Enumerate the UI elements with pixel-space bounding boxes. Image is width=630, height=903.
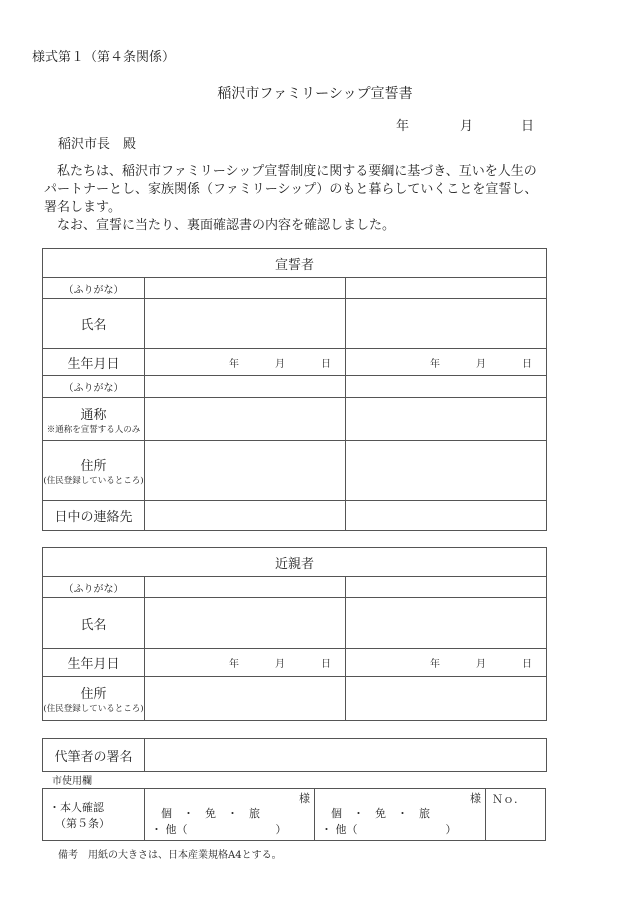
tsusho-furigana-input-2[interactable]: [346, 376, 547, 398]
rel-furigana-input-1[interactable]: [145, 577, 346, 598]
name-label: 氏名: [43, 598, 145, 649]
date-day: 日: [521, 119, 535, 134]
name-input-2[interactable]: [346, 299, 547, 349]
name-label: 氏名: [43, 299, 145, 349]
birth-label: 生年月日: [43, 349, 145, 376]
rel-name-input-1[interactable]: [145, 598, 346, 649]
relatives-table: [42, 547, 547, 721]
addressee: 稲沢市長 殿: [58, 137, 137, 152]
proxy-signature-table: [42, 738, 547, 772]
body-line: 私たちは、稲沢市ファミリーシップ宣誓制度に関する要綱に基づき、互いを人生の: [44, 164, 537, 179]
city-use-label: 市使用欄: [52, 776, 92, 787]
birth-label: 生年月日: [43, 649, 145, 677]
rel-furigana-input-2[interactable]: [346, 577, 547, 598]
rel-birth-input-1[interactable]: 年 月 日: [145, 649, 346, 677]
rel-birth-input-2[interactable]: 年 月 日: [346, 649, 547, 677]
rel-name-input-2[interactable]: [346, 598, 547, 649]
page-title: 稲沢市ファミリーシップ宣誓書: [217, 86, 413, 102]
id-check-label: ・本人確認 （第５条）: [43, 789, 145, 841]
declaration-text: [44, 163, 537, 235]
furigana-label: （ふりがな）: [43, 577, 145, 598]
address-label: 住所 (住民登録しているところ): [43, 677, 145, 721]
proxy-signature-input[interactable]: [145, 739, 547, 772]
body-line: パートナーとし、家族関係（ファミリーシップ）のもと暮らしていくことを宣誓し、: [44, 182, 538, 197]
contact-label: 日中の連絡先: [43, 501, 145, 531]
note: 備考 用紙の大きさは、日本産業規格A4とする。: [58, 850, 282, 861]
furigana-input-1[interactable]: [145, 278, 346, 299]
date-year: 年: [396, 119, 410, 134]
birth-input-2[interactable]: 年 月 日: [346, 349, 547, 376]
contact-input-1[interactable]: [145, 501, 346, 531]
city-use-table: [42, 788, 546, 841]
date-month: 月: [460, 119, 474, 134]
furigana-label: （ふりがな）: [43, 278, 145, 299]
tsusho-label: 通称 ※通称を宣誓する人のみ: [43, 398, 145, 441]
form-number: 様式第１（第４条関係）: [32, 50, 176, 65]
tsusho-input-1[interactable]: [145, 398, 346, 441]
birth-input-1[interactable]: 年 月 日: [145, 349, 346, 376]
furigana-label: （ふりがな）: [43, 376, 145, 398]
address-input-2[interactable]: [346, 441, 547, 501]
number-cell: Ｎｏ.: [486, 789, 546, 841]
body-line: なお、宣誓に当たり、裏面確認書の内容を確認しました。: [44, 218, 396, 233]
declarants-table: [42, 248, 547, 531]
contact-input-2[interactable]: [346, 501, 547, 531]
tsusho-input-2[interactable]: [346, 398, 547, 441]
rel-address-input-2[interactable]: [346, 677, 547, 721]
id-check-1: 様 個 ・ 免 ・ 旅 ・ 他（ ）: [145, 789, 315, 841]
proxy-signature-label: 代筆者の署名: [43, 739, 145, 772]
furigana-input-2[interactable]: [346, 278, 547, 299]
relatives-header: 近親者: [43, 548, 547, 577]
body-line: 署名します。: [44, 200, 121, 215]
address-label: 住所 (住民登録しているところ): [43, 441, 145, 501]
declarants-header: 宣誓者: [43, 249, 547, 278]
name-input-1[interactable]: [145, 299, 346, 349]
tsusho-furigana-input-1[interactable]: [145, 376, 346, 398]
id-check-2: 様 個 ・ 免 ・ 旅 ・ 他（ ）: [315, 789, 486, 841]
rel-address-input-1[interactable]: [145, 677, 346, 721]
address-input-1[interactable]: [145, 441, 346, 501]
